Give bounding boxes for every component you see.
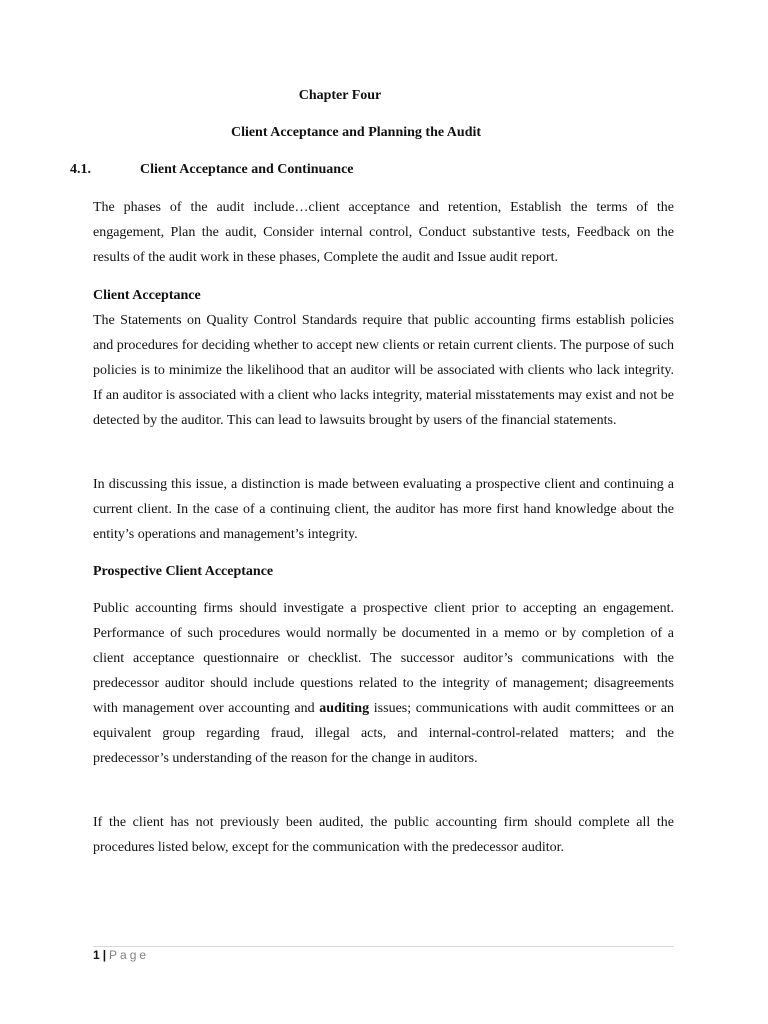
final-paragraph: If the client has not previously been audited, the public accounting firm should complete all the procedures listed below, except for the communication with the predecessor auditor. [93,815,674,855]
section-title: Client Acceptance and Continuance [140,162,354,177]
section-number: 4.1. [70,162,91,177]
intro-paragraph: The phases of the audit include…client acceptance and retention, Establish the terms of the engagement, Plan the audit, Consider internal control, Conduct substantive tests, Feedback on the results of the audit work in these phases, Complete the audit and Issue audit report. [93,200,674,265]
prospective-bold-word: auditing [319,701,370,716]
footer-separator: | [102,948,107,962]
prospective-text-part1: Public accounting firms should investigate a prospective client prior to accepting an engagement. Performance of such procedures would normally be documented in a memo or by completion of a client acceptance questionnaire or checklist. The successor auditor’s communications with the predecessor auditor should include questions related to the integrity of management; disagreements with management over accounting and [93,601,674,716]
page-footer [93,948,149,962]
page-label: Page [109,948,150,962]
section-heading [70,162,354,178]
prospective-acceptance-paragraph [93,596,674,771]
client-acceptance-heading: Client Acceptance [93,288,201,303]
client-acceptance-paragraph: The Statements on Quality Control Standards require that public accounting firms establish policies and procedures for deciding whether to accept new clients or retain current clients. The purpose of such policies is to minimize the likelihood that an auditor will be associated with clients who lack integrity. If an auditor is associated with a client who lacks integrity, material misstatements may exist and not be detected by the auditor. This can lead to lawsuits brought by users of the financial statements. [93,313,674,428]
distinction-paragraph: In discussing this issue, a distinction is made between evaluating a prospective client and continuing a current client. In the case of a continuing client, the auditor has more first hand knowledge about the entity’s operations and management’s integrity. [93,477,674,542]
chapter-title: Chapter Four [298,88,382,103]
prospective-acceptance-heading: Prospective Client Acceptance [93,564,274,579]
page-number: 1 [93,948,100,962]
prospective-text-part2: issues; communications with audit committees or an equivalent group regarding fraud, illegal acts, and internal-control-related matters; and the predecessor’s understanding of the reason for the change in auditors. [93,701,674,766]
footer-divider [93,946,674,947]
chapter-subtitle: Client Acceptance and Planning the Audit [230,125,482,140]
